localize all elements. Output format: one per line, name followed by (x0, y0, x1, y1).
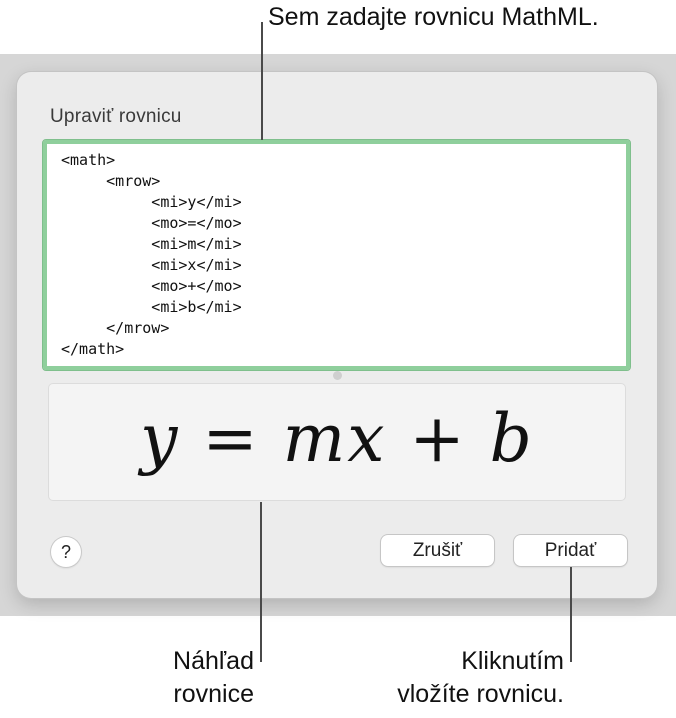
callout-preview-line2: rovnice (173, 680, 254, 708)
callout-add-line2: vložíte rovnicu. (397, 680, 564, 708)
code-line: <mrow> (61, 172, 161, 190)
code-line: <mi>b</mi> (61, 298, 242, 316)
code-line: </math> (61, 340, 125, 358)
code-line: <mi>y</mi> (61, 193, 242, 211)
code-line: <mi>x</mi> (61, 256, 242, 274)
callout-top: Sem zadajte rovnicu MathML. (268, 3, 599, 31)
equation-preview (49, 384, 625, 500)
callout-preview-line1: Náhľad (173, 647, 254, 675)
add-button[interactable]: Pridať (514, 535, 627, 566)
cancel-button[interactable]: Zrušiť (381, 535, 494, 566)
preview-equation: y = mx + b (140, 400, 534, 477)
callout-line-top (261, 22, 263, 140)
resize-handle[interactable] (333, 371, 342, 380)
mathml-input[interactable] (43, 140, 630, 370)
callout-add-line1: Kliknutím (461, 647, 564, 675)
dialog-title: Upraviť rovnicu (50, 106, 182, 127)
code-line: <mo>+</mo> (61, 277, 242, 295)
help-button[interactable]: ? (51, 537, 81, 567)
code-line: <math> (61, 151, 116, 169)
code-line: </mrow> (61, 319, 170, 337)
callout-line-add (570, 567, 572, 662)
code-line: <mi>m</mi> (61, 235, 242, 253)
callout-line-preview (260, 502, 262, 662)
code-line: <mo>=</mo> (61, 214, 242, 232)
